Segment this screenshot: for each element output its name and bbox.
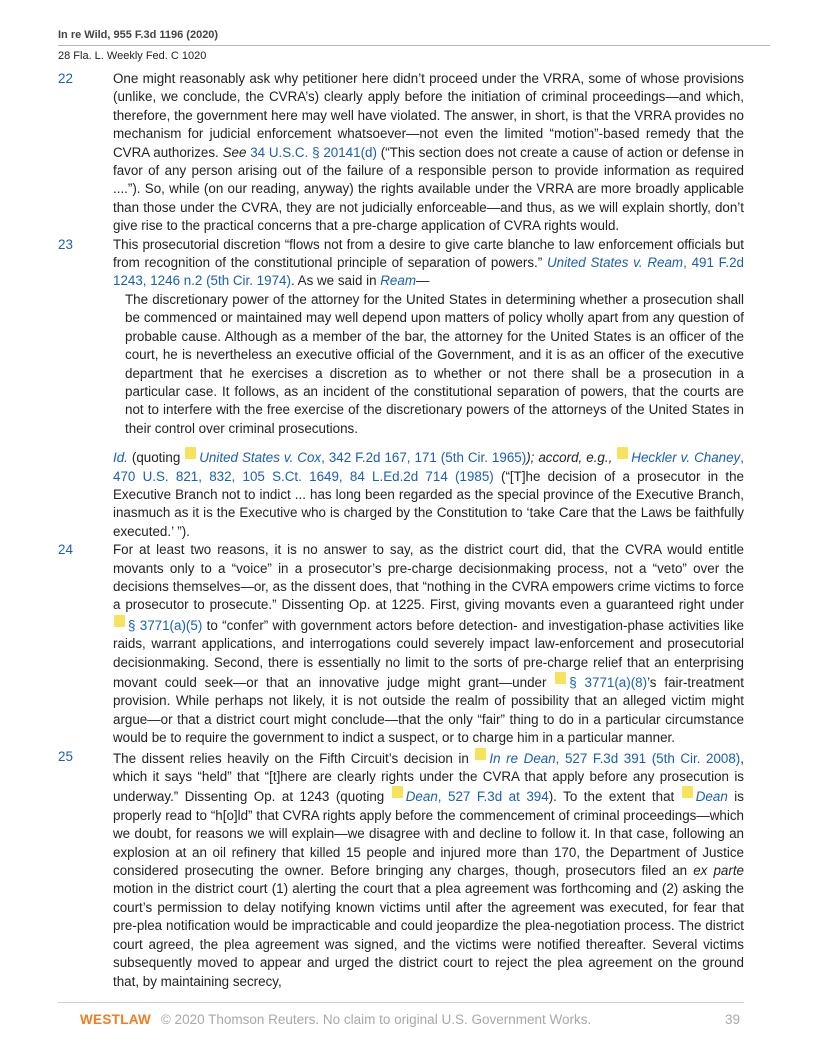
westlaw-logo: WESTLAW xyxy=(80,1012,152,1027)
footnote-number-24[interactable]: 24 xyxy=(58,542,73,558)
footnote-23: 23 This prosecutorial discretion “flows not from a desire to give carte blanche to law enforcement officials but from recognition of the constitutional principle of separation of powers.” United States v. Ream, 491 F.2d 1243, 1246 n.2 (5th Cir. 1974). As we said in Ream— The discretionary power of the attorney for the United States in determining whether a prosecution shall be commenced or maintained may well depend upon matters of policy wholly apart from any question of probable cause. Although as a member of the bar, the attorney for the United States is an officer of the court, he is nevertheless an executive official of the Government, and it is as an officer of the executive department that he exercises a discretion as to whether or not there shall be a prosecution in a particular case. It follows, as an incident of the constitutional separation of powers, that the courts are not to interfere with the free exercise of the discretionary powers of the attorneys of the United States in their control over criminal prosecutions. Id. (quoting United States v. Cox, 342 F.2d 167, 171 (5th Cir. 1965)); accord, e.g., Heckler v. Chaney, 470 U.S. 821, 832, 105 S.Ct. 1649, 84 L.Ed.2d 714 (1985) (“[T]he decision of a prosecutor in the Executive Branch not to indict ... has long been regarded as the special province of the Executive Branch, inasmuch as it is the Executive who is charged by the Constitution to ‘take Care that the Laws be faithfully executed.’ ”). xyxy=(58,236,744,542)
yellow-flag-icon[interactable] xyxy=(555,672,566,684)
yellow-flag-icon[interactable] xyxy=(682,786,693,798)
yellow-flag-icon[interactable] xyxy=(185,447,196,459)
case-link-dean[interactable]: In re Dean, 527 F.3d 391 (5th Cir. 2008) xyxy=(489,750,741,766)
yellow-flag-icon[interactable] xyxy=(392,786,403,798)
footnote-number-25[interactable]: 25 xyxy=(58,748,73,764)
block-quote: The discretionary power of the attorney for the United States in determining whether a prosecution shall be commenced or maintained may well depend upon matters of policy wholly apart from any question of probable cause. Although as a member of the bar, the attorney for the United States is an officer of the court, he is nevertheless an executive official of the Government, and it is as an officer of the executive department that he exercises a discretion as to whether or not there shall be a prosecution in a particular case. It follows, as an incident of the constitutional separation of powers, that the courts are not to interfere with the free exercise of the discretionary powers of the attorneys of the United States in their control over criminal prosecutions. xyxy=(125,291,744,436)
yellow-flag-icon[interactable] xyxy=(617,447,628,459)
header-divider xyxy=(58,45,770,46)
page-header xyxy=(58,0,770,63)
yellow-flag-icon[interactable] xyxy=(114,615,125,627)
statute-link-3771a5[interactable]: § 3771(a)(5) xyxy=(128,617,203,633)
case-title: In re Wild, 955 F.3d 1196 (2020) xyxy=(58,29,219,41)
case-link-ream-short[interactable]: Ream xyxy=(380,273,416,289)
yellow-flag-icon[interactable] xyxy=(475,748,486,760)
id-link[interactable]: Id. xyxy=(113,450,128,466)
case-subtitle: 28 Fla. L. Weekly Fed. C 1020 xyxy=(58,50,207,62)
footnote-number-23[interactable]: 23 xyxy=(58,236,73,252)
citation-line: Id. (quoting United States v. Cox, 342 F.2d 167, 171 (5th Cir. 1965)); accord, e.g., Heckler v. Chaney, 470 U.S. 821, 832, 105 S.Ct. 1649, 84 L.Ed.2d 714 (1985) (“[T]he decision of a prosecutor in the Executive Branch not to indict ... has long been regarded as the special province of the Executive Branch, inasmuch as it is the Executive who is charged by the Constitution to ‘take Care that the Laws be faithfully executed.’ ”). xyxy=(113,447,744,541)
case-link-ream[interactable]: United States v. Ream, 491 F.2d 1243, 1246 n.2 (5th Cir. 1974) xyxy=(113,255,744,289)
statute-link-20141d[interactable]: 34 U.S.C. § 20141(d) xyxy=(250,144,377,160)
document-body xyxy=(58,70,744,991)
case-link-heckler[interactable]: Heckler v. Chaney, 470 U.S. 821, 832, 105 S.Ct. 1649, 84 L.Ed.2d 714 (1985) xyxy=(113,450,744,484)
footnote-number-22[interactable]: 22 xyxy=(58,71,73,86)
case-link-dean-short[interactable]: Dean xyxy=(695,789,728,805)
page-number: 39 xyxy=(724,1012,740,1027)
footnote-25: 25 The dissent relies heavily on the Fifth Circuit’s decision in In re Dean, 527 F.3d 391 (5th Cir. 2008), which it says “held” that “[t]here are clearly rights under the CVRA that apply before any prosecution is underway.” Dissenting Op. at 1243 (quoting Dean, 527 F.3d at 394). To the extent that Dean is properly read to “h[o]ld” that CVRA rights apply before the commencement of criminal proceedings—which we doubt, for reasons we will explain—we disagree with and decline to follow it. In that case, following an explosion at an oil refinery that killed 15 people and injured more than 170, the Department of Justice considered prosecuting the owner. Before bringing any charges, though, prosecutors filed an ex parte motion in the district court (1) alerting the court that a plea agreement was forthcoming and (2) asking the court’s permission to delay notifying known victims until after the agreement was executed, for fear that pre-plea notification would be impracticable and could jeopardize the plea-negotiation process. The district court agreed, the plea agreement was signed, and the victims were notified thereafter. Several victims subsequently moved to appear and urged the district court to reject the plea agreement on the ground that, by maintaining secrecy, xyxy=(58,748,744,989)
case-link-cox[interactable]: United States v. Cox, 342 F.2d 167, 171 (5th Cir. 1965) xyxy=(199,450,527,466)
footnote-24: 24 For at least two reasons, it is no answer to say, as the district court did, that the CVRA would entitle movants only to a “voice” in a prosecutor’s pre-charge decisionmaking process, not a “veto” over the decisions themselves—or, as the dissent does, that “nothing in the CVRA empowers crime victims to force a prosecutor to prosecute.” Dissenting Op. at 1225. First, giving movants even a guaranteed right under § 3771(a)(5) to “confer” with government actors before detection- and investigation-phase activities like raids, warrant applications, and interrogations could severely impact law-enforcement and prosecutorial decisionmaking. Second, there is essentially no limit to the sorts of pre-charge relief that an enterprising movant could seek—or that an innovative judge might grant—under § 3771(a)(8)’s fair-treatment provision. While perhaps not likely, it is not outside the realm of possibility that an alleged victim might argue—or that a district court might conclude—that the only “fair” thing to do in a particular circumstance would be to require the government to indict a suspect, or to charge him in a particular manner. xyxy=(58,542,744,746)
case-link-dean-pin[interactable]: Dean, 527 F.3d at 394 xyxy=(405,789,549,805)
statute-link-3771a8[interactable]: § 3771(a)(8) xyxy=(569,675,648,690)
footnote-22: 22 One might reasonably ask why petitioner here didn’t proceed under the VRRA, some of whose provisions (unlike, we conclude, the CVRA’s) clearly apply before the initiation of criminal proceedings—and which, therefore, the government here may well have violated. The answer, in short, is that the VRRA provides no mechanism for judicial enforcement whatsoever—not even the limited “motion”-based remedy that the CVRA authorizes. See 34 U.S.C. § 20141(d) (“This section does not create a cause of action or defense in favor of any person arising out of the failure of a responsible person to provide information as required ....”). So, while (on our reading, anyway) the rights available under the VRRA are more broadly applicable than those under the CVRA, they are not judicially enforceable—and thus, as we will explain shortly, don’t give rise to the practical concerns that a pre-charge application of CVRA rights would. xyxy=(58,71,744,234)
copyright-notice: © 2020 Thomson Reuters. No claim to original U.S. Government Works. xyxy=(160,1012,592,1027)
page-footer xyxy=(58,1002,744,1027)
